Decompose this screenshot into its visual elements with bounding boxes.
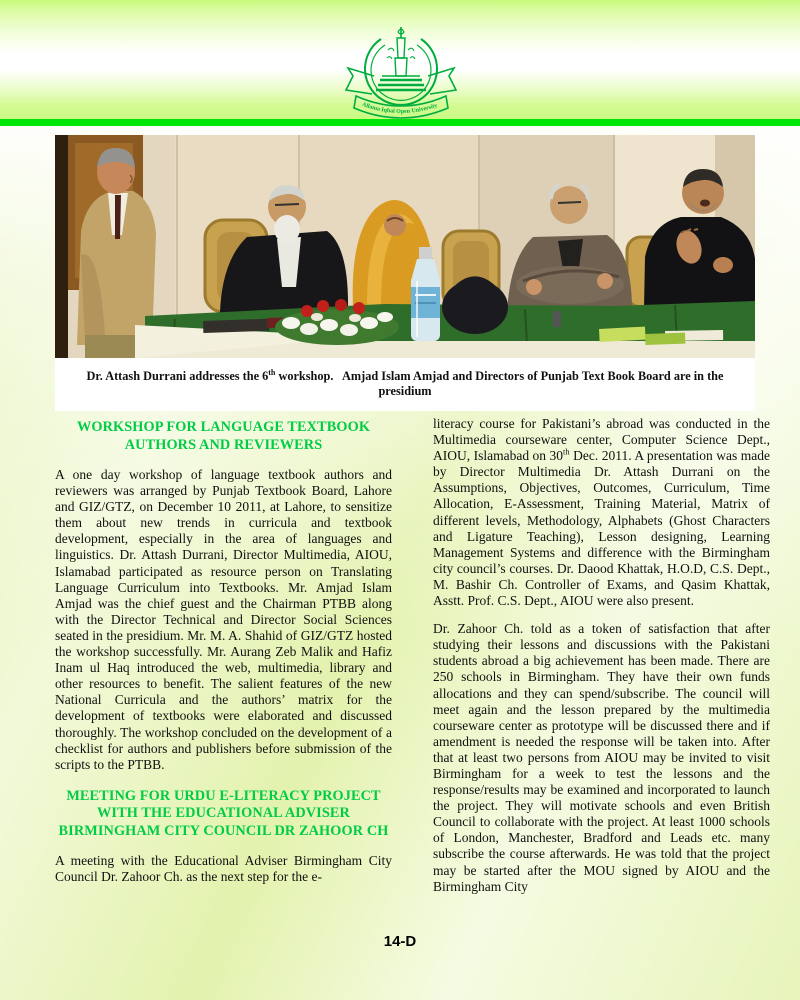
article-column-left xyxy=(55,419,392,897)
logo-banner-text: Allama Iqbal Open University xyxy=(361,101,439,116)
workshop-article-body: A one day workshop of language textbook authors and reviewers was arranged by Punjab Textbook Board, Lahore and GIZ/GTZ, on December 10 2011, at Lahore, to sensitize them about new trends in curricula and textbook development, especially in the area of languages and linguistics. Dr. Attash Durrani, Director Multimedia, AIOU, Islamabad participated as resource person on Translating Language Curriculum into Textbooks. Mr. Amjad Islam Amjad was the chief guest and the Chairman PTBB along with the Director Technical and Director Social Sciences seated in the presidium. Mr. M. A. Shahid of GIZ/GTZ hosted the workshop successfully. Mr. Aurang Zeb Malik and Hafiz Inam ul Haq introduced the web, multimedia, library and other resources to benefit. The salient features of the new National Curricula and the authors’ matrix for the development of textbooks were elaborated and discussed thoroughly. The workshop concluded on the development of a checklist for authors and publishers before submission of the scripts to the PTBB. xyxy=(55,467,392,772)
zahoor-ch-paragraph: Dr. Zahoor Ch. told as a token of satisfaction that after studying their lessons and discussions with the Pakistani students abroad a big achievement has been made. There are 250 schools in Birmingham. They have their own funds allocations and they can spend/subscribe. The council will meet again and the lesson prepared by the multimedia courseware center as prototype will be discussed there and if amendment is needed the response will be taken into. After that at least two persons from AIOU may be invited to visit Birmingham for a week to test the lessons and the response/results may be examined and incorporated to launch the project. They will motivate schools and even British Council to collaborate with the project. At least 1000 schools of London, Manchester, Bradford and Leads etc. many subscribe the course afterwards. He was told that the project may be started after the MOU signed by AIOU and the Birmingham City xyxy=(433,621,770,894)
urdu-eliteracy-meeting-heading: MEETING FOR URDU E-LITERACY PROJECT WITH THE EDUCATIONAL ADVISER BIRMINGHAM CITY COUNCIL DR ZAHOOR CH xyxy=(58,787,389,839)
workshop-article-heading: WORKSHOP FOR LANGUAGE TEXTBOOK AUTHORS AND REVIEWERS xyxy=(76,419,371,453)
door-frame xyxy=(55,135,68,358)
caption-text-1: Dr. Attash Durrani addresses the 6 xyxy=(86,369,269,383)
aiou-logo xyxy=(340,24,462,120)
urdu-eliteracy-meeting-intro: A meeting with the Educational Adviser Birmingham City Council Dr. Zahoor Ch. as the next step for the e- xyxy=(55,853,392,885)
workshop-photo xyxy=(55,135,755,358)
caption-superscript: th xyxy=(268,367,276,377)
eliteracy-presentation-paragraph xyxy=(433,416,770,609)
green-divider-rule xyxy=(0,119,800,126)
right-para1-text-2: Dec. 2011. A presentation was made by Director Multimedia Dr. Attash Durrani on the Assumptions, Objectives, Outcomes, Curriculum, Time Allocation, E-Assessment, Training Material, Matrix of different levels, Methodology, Alphabets (Ghost Characters and Ligature Teaching), Lesson designing, Learning Management Systems and difference with the Birmingham city council’s courses. Dr. Daood Khattak, H.O.D, C.S. Dept., M. Bashir Ch. Controller of Exams, and Qasim Khattak, Asstt. Prof. C.S. Dept., AIOU were also present. xyxy=(433,448,770,609)
workshop-photo-figure xyxy=(55,135,755,411)
caption-text-2: workshop. Amjad Islam Amjad and Directors of Punjab Text Book Board are in the presidium xyxy=(275,369,724,398)
page-header-band xyxy=(0,0,800,119)
right-para1-text-1: literacy course for Pakistani’s abroad was conducted in the Multimedia courseware center, Computer Science Dept., AIOU, Islamabad on 30 xyxy=(433,416,770,464)
page-number: 14-D xyxy=(383,933,417,950)
photo-caption xyxy=(55,358,755,411)
article-column-right xyxy=(433,416,770,907)
right-para1-superscript: th xyxy=(563,446,570,457)
